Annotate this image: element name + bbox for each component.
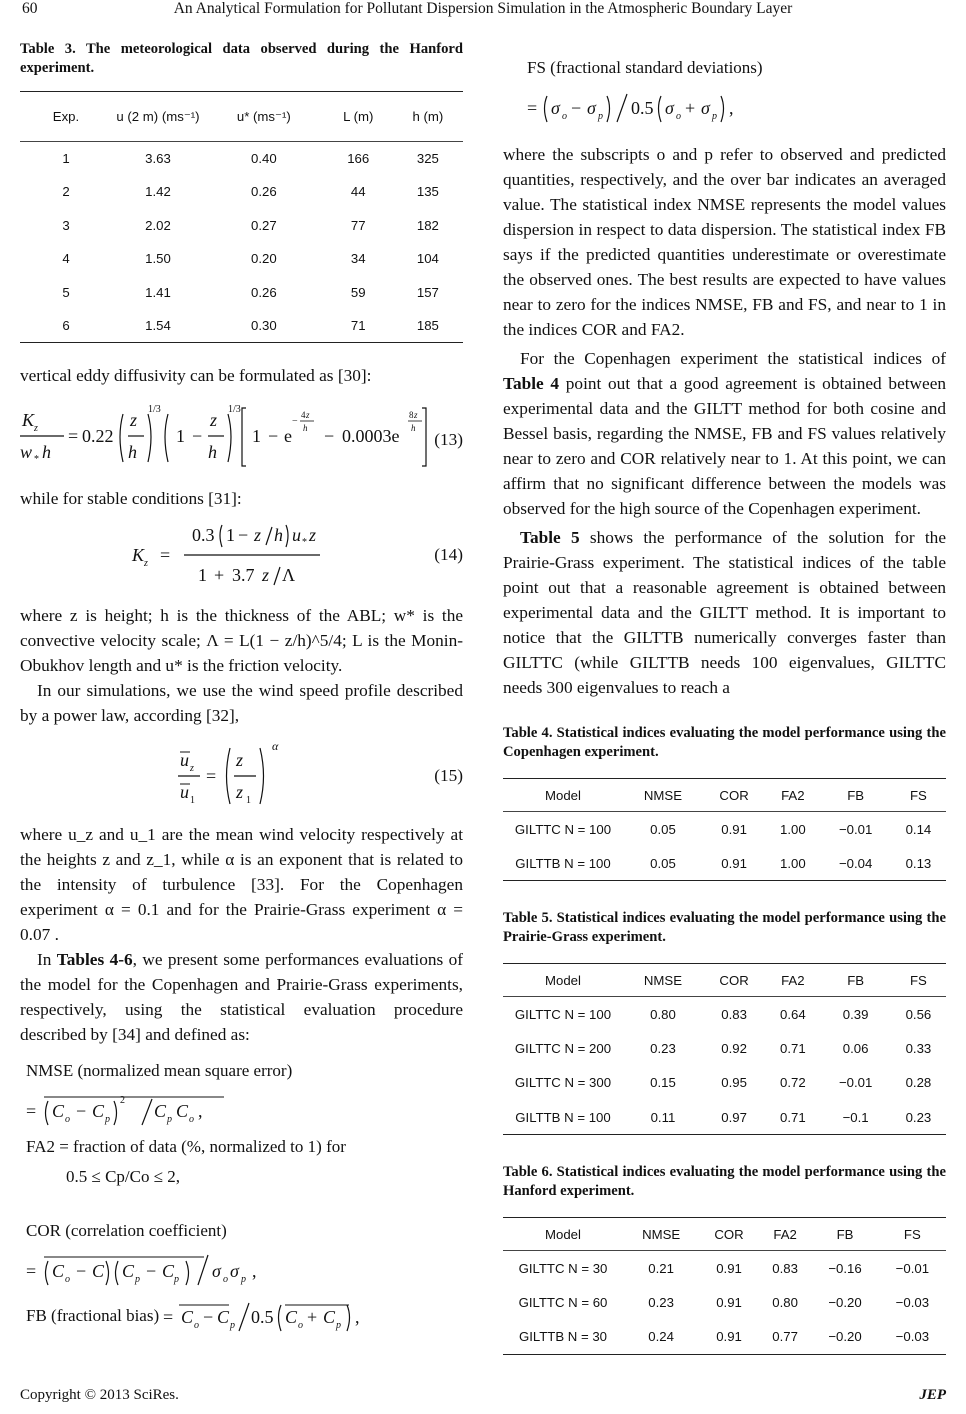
table4-header-cell: Model <box>503 779 623 812</box>
svg-text:K: K <box>132 545 145 565</box>
right-para-2-bold: Table 4 <box>503 374 560 393</box>
table3-row <box>20 309 463 343</box>
table4-cell: −0.01 <box>838 821 873 837</box>
svg-text:σ: σ <box>701 98 710 118</box>
table6-row <box>503 1320 946 1355</box>
table5-cell: 0.33 <box>905 1040 932 1056</box>
fs-definition <box>503 58 946 128</box>
equation-15-graphic <box>20 738 320 808</box>
copyright-notice: Copyright © 2013 SciRes. <box>20 1387 179 1403</box>
svg-text:z: z <box>34 423 38 434</box>
equation-14-graphic <box>20 519 340 589</box>
table5-header-cell: FA2 <box>765 964 820 997</box>
svg-text:−: − <box>146 1261 157 1281</box>
svg-text:8: 8 <box>409 410 414 420</box>
nmse-formula <box>26 1087 463 1131</box>
table3-cell: 59 <box>350 284 366 300</box>
left-para-6 <box>20 947 463 1047</box>
table5-cell: −0.1 <box>820 1100 890 1135</box>
cor-formula-graphic <box>26 1247 286 1291</box>
table6-cell: −0.16 <box>828 1260 862 1276</box>
svg-text:=: = <box>527 98 538 118</box>
table4-cell: GILTTB N = 100 <box>503 846 623 881</box>
table3-cell: 2 <box>62 184 70 200</box>
table3-cell: 0.20 <box>250 251 277 267</box>
table6-cell: −0.01 <box>895 1260 930 1276</box>
table5-cell: GILTTB N = 100 <box>503 1100 623 1135</box>
table6-cell: −0.20 <box>811 1320 878 1355</box>
svg-text:h: h <box>411 423 416 433</box>
left-para-4: In our simulations, we use the wind speed profile described by a power law, according [32], <box>20 681 463 725</box>
left-para-6-bold: Tables 4-6 <box>56 950 133 969</box>
table3-cell: 1 <box>62 151 70 166</box>
table6-cell: 0.23 <box>648 1294 674 1310</box>
svg-text:C: C <box>52 1261 65 1281</box>
svg-text:−: − <box>324 426 335 446</box>
table3-cell: 182 <box>416 217 439 233</box>
equation-13-number: (13) <box>434 430 463 449</box>
right-para-3-post: shows the performance of the solution for the Prairie-Grass experiment. The statistical indices of the table point out that a reasonable agreement is obtained between experimental data and the GILTT method. It is important to notice that the GILTTB numerically converges faster than GILTTC (while GILTTB needs 100 eigenvalues, GILTTC needs 300 eigenvalues to reach a <box>503 528 946 697</box>
table4-header-cell: NMSE <box>623 779 703 812</box>
table6-cell: 0.91 <box>699 1320 759 1355</box>
table5-cell: 0.23 <box>650 1040 676 1056</box>
svg-text:σ: σ <box>230 1261 239 1281</box>
svg-text:p: p <box>174 1274 179 1285</box>
table6-cell: 0.80 <box>772 1294 798 1310</box>
table6-cell: 0.77 <box>759 1320 812 1355</box>
page-footer <box>20 1387 946 1404</box>
left-column <box>20 40 463 1341</box>
table5-row <box>503 1100 946 1135</box>
svg-text:o: o <box>189 1114 194 1125</box>
table5-row <box>503 1066 946 1101</box>
table3-cell: 0.26 <box>250 284 277 300</box>
table5-cell: 0.56 <box>905 1006 932 1022</box>
table5-cell: 0.39 <box>842 1006 869 1022</box>
svg-text:σ: σ <box>587 98 596 118</box>
table3-row <box>20 276 463 310</box>
equation-13-graphic <box>20 396 440 472</box>
svg-text:z: z <box>306 410 310 420</box>
right-para-3 <box>503 525 946 700</box>
svg-text:o: o <box>194 1320 200 1331</box>
table4-header-cell: FS <box>891 779 946 812</box>
svg-text:z: z <box>254 525 262 545</box>
svg-text:z: z <box>309 525 317 545</box>
journal-abbrev: JEP <box>919 1387 946 1403</box>
u-header-text: u (2 m) (ms⁻¹) <box>116 108 200 124</box>
fb-label: FB (fractional bias) <box>26 1305 160 1325</box>
table3-row <box>20 209 463 243</box>
svg-text:C: C <box>122 1261 135 1281</box>
table6-cell: GILTTC N = 30 <box>518 1260 608 1276</box>
table4-row <box>503 846 946 881</box>
table4-cell: GILTTC N = 100 <box>514 821 612 837</box>
statistical-definitions <box>20 1061 463 1341</box>
svg-text:o: o <box>676 111 681 122</box>
svg-text:o: o <box>562 111 567 122</box>
fb-formula <box>26 1297 463 1341</box>
table5-cell: 0.92 <box>721 1040 747 1056</box>
svg-text:C: C <box>162 1261 175 1281</box>
running-title: An Analytical Formulation for Pollutant Dispersion Simulation in the Atmospheric Boundary Layer <box>173 0 793 17</box>
table3-row <box>20 242 463 276</box>
table3-cell: 325 <box>416 151 439 166</box>
svg-text:z: z <box>130 410 138 430</box>
left-para-1: vertical eddy diffusivity can be formulated as [30]: <box>20 366 372 385</box>
svg-text:z: z <box>262 565 270 585</box>
svg-text:u: u <box>292 525 301 545</box>
table6-cell: 0.91 <box>716 1260 742 1276</box>
table3-cell: 44 <box>350 184 366 200</box>
table4-cell: 0.05 <box>623 846 703 881</box>
svg-text:p: p <box>105 1114 110 1125</box>
table5-header-cell: NMSE <box>623 964 703 997</box>
table6-caption: Table 6. Statistical indices evaluating the model performance using the Hanford experiment. <box>503 1164 946 1199</box>
svg-text:p: p <box>712 111 717 122</box>
table3-header-h: h (m) <box>393 92 463 142</box>
table5-cell: 0.11 <box>623 1100 703 1135</box>
svg-text:p: p <box>230 1320 236 1331</box>
table6-cell: GILTTB N = 30 <box>503 1320 623 1355</box>
table5-header-cell: FS <box>891 964 946 997</box>
left-para-2: while for stable conditions [31]: <box>20 489 242 508</box>
table6-cell: 0.91 <box>716 1294 742 1310</box>
fs-formula <box>527 88 946 128</box>
table3-cell: 104 <box>416 251 439 267</box>
table6-cell: 0.21 <box>648 1260 674 1276</box>
right-para-2 <box>503 346 946 521</box>
table5-cell: 0.06 <box>842 1040 869 1056</box>
svg-text:3.7: 3.7 <box>232 565 255 585</box>
table5-cell: 0.64 <box>779 1006 806 1022</box>
table6-header-cell: FA2 <box>759 1218 812 1251</box>
table4 <box>503 778 946 881</box>
svg-text:=: = <box>68 426 79 446</box>
table3-row <box>20 175 463 209</box>
table6-cell: −0.03 <box>895 1294 930 1310</box>
table3-row <box>20 142 463 176</box>
left-para-3-text: where z is height; h is the thickness of the ABL; w* is the convective velocity scale; Λ = L(1 − z/h)^5/4; L is the Monin-Obukhov length and u* is the friction velocity. <box>20 606 463 675</box>
table5-cell: GILTTC N = 300 <box>514 1075 612 1091</box>
table5-header-cell: COR <box>703 964 765 997</box>
svg-text:C: C <box>176 1101 189 1121</box>
svg-text:C: C <box>285 1307 298 1327</box>
svg-text:1: 1 <box>252 426 261 446</box>
fb-formula-graphic <box>163 1297 393 1337</box>
left-para-6-post: , we present some performances evaluations of the model for the Copenhagen and Prairie-Grass experiments, respectively, using the statistical evaluation procedure described by [34] and defined as: <box>20 950 463 1044</box>
table4-header-cell: COR <box>703 779 765 812</box>
table6-cell: −0.20 <box>828 1294 862 1310</box>
fs-label: FS (fractional standard deviations) <box>527 58 763 77</box>
svg-text:z: z <box>236 782 244 802</box>
fa2-label: FA2 = fraction of data (%, normalized to 1) for <box>26 1137 346 1156</box>
svg-text:1: 1 <box>246 795 251 806</box>
table6-cell: 0.24 <box>623 1320 699 1355</box>
table5-caption: Table 5. Statistical indices evaluating the model performance using the Prairie-Grass experiment. <box>503 910 946 945</box>
svg-text:1: 1 <box>190 795 195 806</box>
table5-cell: GILTTC N = 200 <box>514 1040 612 1056</box>
svg-text:=: = <box>160 545 171 565</box>
svg-text:−: − <box>76 1261 87 1281</box>
table6-row <box>503 1251 946 1286</box>
svg-text:p: p <box>135 1274 140 1285</box>
table3-cell: 2.02 <box>145 217 171 233</box>
fa2-condition: 0.5 ≤ Cp/Co ≤ 2, <box>66 1167 181 1186</box>
table3-header-exp: Exp. <box>20 92 112 142</box>
svg-text:0.0003e: 0.0003e <box>342 426 400 446</box>
table5-cell: 0.15 <box>650 1075 676 1091</box>
svg-text:h: h <box>208 442 217 462</box>
svg-text:C: C <box>181 1307 194 1327</box>
svg-text:−: − <box>76 1101 87 1121</box>
table4-cell: −0.04 <box>820 846 890 881</box>
nmse-formula-graphic <box>26 1087 246 1131</box>
table5-cell: 0.71 <box>779 1040 806 1056</box>
table5-row <box>503 1031 946 1066</box>
table5 <box>503 963 946 1135</box>
page-number: 60 <box>22 0 38 17</box>
svg-text:+: + <box>214 565 225 585</box>
svg-text:σ: σ <box>665 98 674 118</box>
table4-cell: 0.91 <box>721 821 747 837</box>
table4-cell: 0.91 <box>703 846 765 881</box>
table5-cell: 0.80 <box>650 1006 676 1022</box>
table5-header-cell: Model <box>503 964 623 997</box>
svg-text:1: 1 <box>198 565 207 585</box>
table6-header-cell: NMSE <box>623 1218 699 1251</box>
svg-text:=: = <box>163 1307 174 1327</box>
svg-text:z: z <box>190 763 194 774</box>
svg-text:0.22: 0.22 <box>82 426 114 446</box>
svg-text:−: − <box>571 98 582 118</box>
table3-cell: 185 <box>393 309 463 343</box>
right-para-1: where the subscripts o and p refer to observed and predicted quantities, respectively, and the over bar indicates an averaged value. The statistical index NMSE represents the model values dispersion in respect to data dispersion. The statistical index FB says if the predicted quantities underestimate or overestimate the observed ones. The best results are expected to have values near to zero for the indices NMSE, FB and FS, and near to 1 in the indices COR and FA2. <box>503 145 946 339</box>
svg-text:*: * <box>34 454 39 465</box>
table5-cell: 0.83 <box>721 1006 747 1022</box>
table3-header-L: L (m) <box>324 92 393 142</box>
equation-14-number: (14) <box>434 545 463 564</box>
svg-text:u: u <box>180 750 189 770</box>
svg-text:z: z <box>236 750 244 770</box>
table3-cell: 0.30 <box>204 309 324 343</box>
equation-15-number: (15) <box>434 766 463 785</box>
equation-13 <box>20 396 463 472</box>
left-para-5: where u_z and u_1 are the mean wind velocity respectively at the heights z and z_1, while α is an exponent that is related to the intensity of turbulence [33]. For the Copenhagen experiment α = 0.1 and for the Prairie-Grass experiment α = 0.07 . <box>20 825 463 944</box>
svg-text:h: h <box>274 525 283 545</box>
table4-cell: 0.13 <box>891 846 946 881</box>
svg-text:1/3: 1/3 <box>148 404 161 415</box>
svg-text:C: C <box>323 1307 336 1327</box>
svg-text:h: h <box>128 442 137 462</box>
svg-text:C: C <box>52 1101 65 1121</box>
svg-text:Λ: Λ <box>282 565 296 585</box>
table3-cell: 5 <box>62 284 70 300</box>
svg-text:−: − <box>292 416 298 427</box>
svg-text:α: α <box>272 739 279 753</box>
table3-cell: 0.27 <box>250 217 277 233</box>
table5-cell: 0.95 <box>721 1075 747 1091</box>
table5-header-cell: FB <box>820 964 890 997</box>
left-para-3 <box>20 603 463 678</box>
table6-header-cell: FB <box>811 1218 878 1251</box>
nmse-label: NMSE (normalized mean square error) <box>26 1061 293 1080</box>
table4-cell: 1.00 <box>779 821 806 837</box>
table5-row <box>503 997 946 1032</box>
equation-15 <box>20 738 463 808</box>
right-column <box>503 40 946 1355</box>
cor-formula <box>26 1247 463 1291</box>
svg-text:z: z <box>144 558 148 569</box>
svg-text:K: K <box>22 410 35 430</box>
svg-text:=: = <box>26 1101 37 1121</box>
table3-cell: 3 <box>62 217 70 233</box>
svg-text:−: − <box>268 426 279 446</box>
table5-cell: 0.28 <box>905 1075 932 1091</box>
svg-text:0.5: 0.5 <box>631 98 654 118</box>
svg-text:e: e <box>284 426 292 446</box>
table3-header-ustar: u* (ms⁻¹) <box>204 92 324 142</box>
svg-text:z: z <box>414 410 418 420</box>
svg-text:p: p <box>336 1320 342 1331</box>
svg-text:+: + <box>685 98 696 118</box>
svg-text:h: h <box>42 442 51 462</box>
svg-text:=: = <box>26 1261 37 1281</box>
table3-header-u <box>112 92 204 142</box>
svg-text:−: − <box>203 1307 214 1327</box>
svg-text:σ: σ <box>212 1261 221 1281</box>
svg-text:C: C <box>92 1101 105 1121</box>
table4-cell: 1.00 <box>765 846 820 881</box>
svg-text:1: 1 <box>226 525 235 545</box>
svg-text:C: C <box>154 1101 167 1121</box>
table5-cell: 0.97 <box>703 1100 765 1135</box>
table6-cell: GILTTC N = 60 <box>518 1294 608 1310</box>
table6 <box>503 1217 946 1355</box>
svg-text:o: o <box>298 1320 304 1331</box>
table3-cell: 3.63 <box>145 151 171 166</box>
table4-header-cell: FA2 <box>765 779 820 812</box>
svg-text:1/3: 1/3 <box>228 404 241 415</box>
table6-cell: −0.03 <box>879 1320 946 1355</box>
svg-text:p: p <box>167 1114 172 1125</box>
table3-cell: 6 <box>20 309 112 343</box>
table6-header-cell: FS <box>879 1218 946 1251</box>
svg-text:,: , <box>355 1307 360 1327</box>
svg-text:=: = <box>206 766 217 786</box>
svg-text:σ: σ <box>551 98 560 118</box>
table3-cell: 1.42 <box>145 184 171 200</box>
svg-text:u: u <box>180 782 189 802</box>
table3-cell: 0.26 <box>250 184 277 200</box>
table3-cell: 77 <box>350 217 366 233</box>
svg-text:0.5: 0.5 <box>251 1307 274 1327</box>
table3 <box>20 91 463 343</box>
table5-cell: GILTTC N = 100 <box>514 1006 612 1022</box>
table3-cell: 0.40 <box>250 151 277 166</box>
table3-body <box>20 142 463 343</box>
cor-label: COR (correlation coefficient) <box>26 1221 227 1240</box>
table5-cell: −0.01 <box>838 1075 873 1091</box>
table3-cell: 71 <box>324 309 393 343</box>
svg-text:4: 4 <box>301 410 306 420</box>
right-para-2-post: point out that a good agreement is obtained between experimental data and the GILTT method for both cosine and Bessel basis, regarding the NMSE, FB and FS values relatively near to zero and COR relatively near to 1. At this point, we can affirm that no significant difference between the models was observed for the high source of the Copenhagen experiment. <box>503 374 947 518</box>
table4-row <box>503 812 946 847</box>
svg-text:+: + <box>307 1307 318 1327</box>
equation-14 <box>20 519 463 589</box>
svg-text:z: z <box>210 410 218 430</box>
table4-caption: Table 4. Statistical indices evaluating the model performance using the Copenhagen experiment. <box>503 725 946 760</box>
svg-text:,: , <box>252 1261 257 1281</box>
table3-cell: 1.54 <box>112 309 204 343</box>
left-para-6-pre: In <box>37 950 57 969</box>
table3-cell: 166 <box>347 151 370 166</box>
table4-cell: 0.05 <box>650 821 676 837</box>
right-para-3-bold: Table 5 <box>520 528 580 547</box>
table6-header-cell: Model <box>503 1218 623 1251</box>
table3-cell: 4 <box>62 251 70 267</box>
table5-cell: 0.72 <box>779 1075 806 1091</box>
running-header <box>20 0 946 22</box>
svg-text:o: o <box>65 1274 70 1285</box>
svg-text:w: w <box>20 442 33 462</box>
table5-cell: 0.23 <box>891 1100 946 1135</box>
svg-text:2: 2 <box>120 1095 125 1106</box>
svg-text:,: , <box>198 1101 203 1121</box>
svg-text:p: p <box>241 1274 246 1285</box>
table3-cell: 135 <box>416 184 439 200</box>
table3-cell: 157 <box>416 284 439 300</box>
table6-row <box>503 1285 946 1320</box>
svg-text:−: − <box>238 525 249 545</box>
table4-cell: 0.14 <box>905 821 932 837</box>
svg-text:,: , <box>729 98 734 118</box>
svg-text:C: C <box>92 1261 105 1281</box>
right-para-2-pre: For the Copenhagen experiment the statistical indices of <box>520 349 946 368</box>
svg-text:*: * <box>302 537 307 548</box>
svg-text:p: p <box>598 111 603 122</box>
table6-header-cell: COR <box>699 1218 759 1251</box>
table5-cell: 0.71 <box>765 1100 820 1135</box>
svg-text:0.3: 0.3 <box>192 525 215 545</box>
table3-cell: 1.50 <box>145 251 171 267</box>
svg-text:h: h <box>303 423 308 433</box>
svg-text:1: 1 <box>176 426 185 446</box>
table3-caption: Table 3. The meteorological data observed during the Hanford experiment. <box>20 41 463 76</box>
svg-text:o: o <box>65 1114 70 1125</box>
table4-header-cell: FB <box>820 779 890 812</box>
svg-text:−: − <box>192 426 203 446</box>
svg-text:o: o <box>223 1274 228 1285</box>
table3-cell: 34 <box>350 251 366 267</box>
table6-cell: 0.83 <box>772 1260 798 1276</box>
svg-text:C: C <box>217 1307 230 1327</box>
fs-formula-graphic <box>527 88 767 128</box>
table3-cell: 1.41 <box>145 284 171 300</box>
